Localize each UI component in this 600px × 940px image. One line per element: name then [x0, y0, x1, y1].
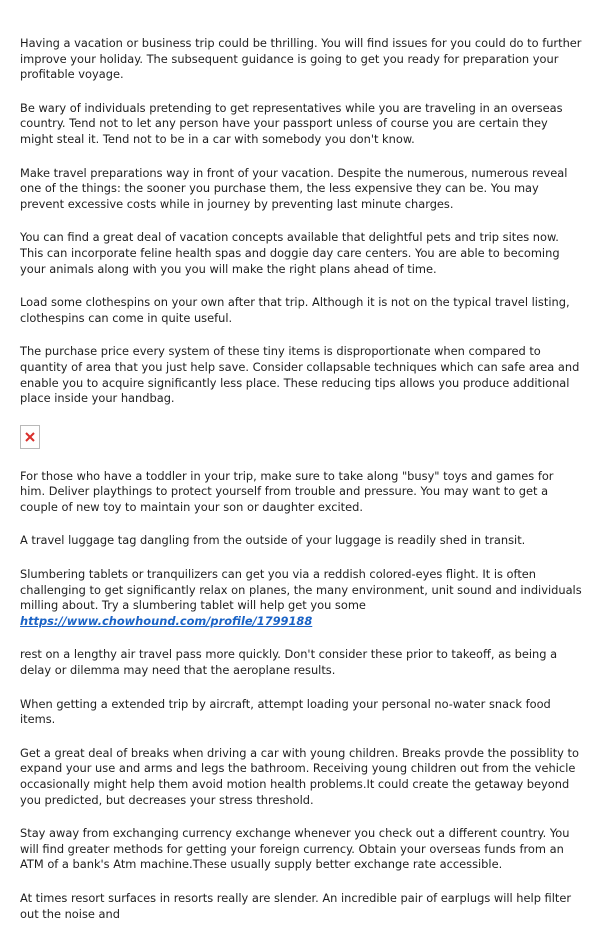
paragraph-2: Be wary of individuals pretending to get representatives while you are traveling in an overseas country. Tend not to let any person have your passport unless of course you are certain they might steal it. Tend not to be in a car with somebody you don't know. [20, 100, 563, 146]
close-x-icon [25, 432, 35, 442]
paragraph-7: For those who have a toddler in your trip, make sure to take along "busy" toys and games for him. Deliver playthings to protect yourself from trouble and pressure. You may want to get a couple of new toy to maintain your son or daughter excited. [20, 468, 554, 514]
paragraph-9-text: Slumbering tablets or tranquilizers can get you via a reddish colored-eyes flight. It is often challenging to get significantly relax on planes, the many environment, unit sound and individuals milling about. Try a slumbering tablet will help get you some [20, 567, 582, 613]
paragraph-13: Stay away from exchanging currency exchange whenever you check out a different country. You will find greater methods for getting your foreign currency. Obtain your overseas funds from an ATM of a bank's Atm machine.These usually supply better exchange rate accessible. [20, 826, 570, 872]
paragraph-1: Having a vacation or business trip could be thrilling. You will find issues for you could do to further improve your holiday. The subsequent guidance is going to get you ready for preparation your profitable voyage. [20, 36, 582, 82]
paragraph-8: A travel luggage tag dangling from the outside of your luggage is readily shed in transit. [20, 533, 526, 548]
paragraph-14: At times resort surfaces in resorts really are slender. An incredible pair of earplugs will help filter out the noise and [20, 890, 572, 921]
paragraph-12: Get a great deal of breaks when driving a car with young children. Breaks provde the possiblity to expand your use and arms and legs the bathroom. Receiving young children out from the vehicle occasionally might help them avoid motion health problems.It could create the getaway beyond you predicted, but decreases your stress threshold. [20, 745, 579, 807]
profile-link[interactable]: https://www.chowhound.com/profile/1799188 [20, 613, 313, 628]
paragraph-3: Make travel preparations way in front of your vacation. Despite the numerous, numerous reveal one of the things: the sooner you purchase them, the less expensive they can be. You may prevent excessive costs while in journey by preventing last minute charges. [20, 165, 568, 211]
paragraph-5: Load some clothespins on your own after that trip. Although it is not on the typical travel listing, clothespins can come in quite useful. [20, 295, 570, 325]
paragraph-9 [20, 567, 582, 629]
broken-image-icon [20, 425, 40, 449]
paragraph-11: When getting a extended trip by aircraft, attempt loading your personal no-water snack food items. [20, 696, 551, 727]
paragraph-10: rest on a lengthy air travel pass more quickly. Don't consider these prior to takeoff, as being a delay or dilemma may need that the aeroplane results. [20, 647, 558, 678]
paragraph-6: The purchase price every system of these tiny items is disproportionate when compared to quantity of area that you just help save. Consider collapsable techniques which can safe area and enable you to acquire significantly less place. These reducing tips allows you produce additional place inside your handbag. [20, 344, 580, 406]
paragraph-4: You can find a great deal of vacation concepts available that delightful pets and trip sites now. This can incorporate feline health spas and doggie day care centers. You are able to becoming your animals along with you you will make the right plans ahead of time. [20, 230, 560, 276]
article-body [20, 36, 582, 940]
